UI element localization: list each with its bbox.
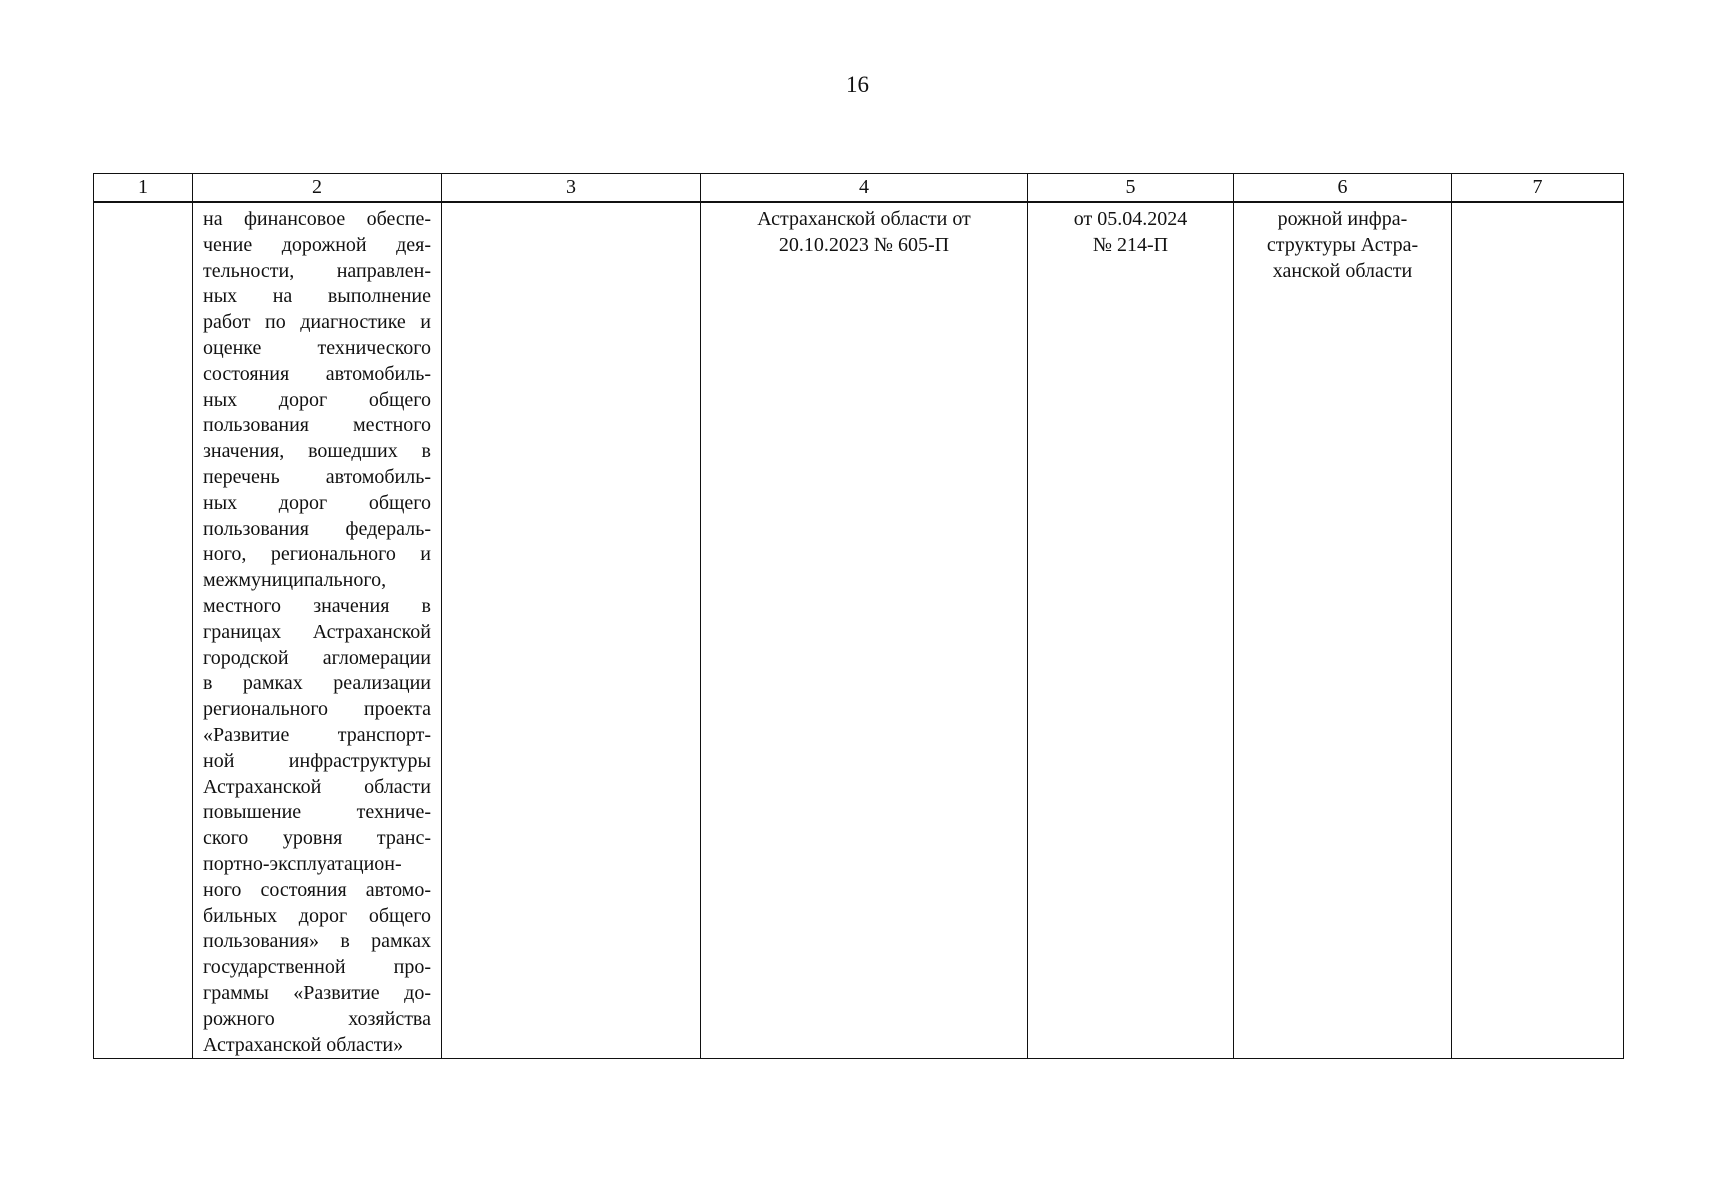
- text-line: значения, вошедших в: [203, 440, 431, 463]
- text-line: ных на выполнение: [203, 285, 431, 308]
- text-line: портно-эксплуатацион-: [203, 852, 402, 875]
- text-line: Астраханской области: [203, 775, 431, 798]
- column-header-3: 3: [442, 174, 701, 203]
- text-line: Астраханской области»: [203, 1033, 404, 1056]
- text-line: рожного хозяйства: [203, 1007, 431, 1030]
- text-line: ной инфраструктуры: [203, 749, 431, 772]
- cell-col-3: [442, 202, 701, 1059]
- text-line: на финансовое обеспе-: [203, 208, 431, 230]
- text-line: границах Астраханской: [203, 620, 431, 643]
- column-header-1: 1: [94, 174, 193, 203]
- event-description: [193, 203, 441, 1058]
- text-line: работ по диагностике и: [203, 311, 431, 334]
- text-line: местного значения в: [203, 594, 431, 617]
- cell-col-2: [193, 202, 442, 1059]
- text-line: государственной про-: [203, 956, 431, 979]
- cell-col-1: [94, 202, 193, 1059]
- text-line: в рамках реализации: [203, 672, 431, 695]
- text-line: пользования» в рамках: [203, 930, 431, 953]
- cell-col-5: [1028, 202, 1234, 1059]
- text-line: ханской области: [1272, 259, 1413, 282]
- text-line: «Развитие транспорт-: [203, 723, 431, 746]
- text-line: рожной инфра-: [1277, 208, 1408, 230]
- text-line: ного, регионального и: [203, 543, 431, 566]
- column-header-7: 7: [1452, 174, 1624, 203]
- text-line: оценке технического: [203, 336, 431, 359]
- table-row: [94, 202, 1624, 1059]
- text-line: ского уровня транс-: [203, 827, 431, 850]
- column-header-6: 6: [1234, 174, 1452, 203]
- cell-col-7: [1452, 202, 1624, 1059]
- text-line: ных дорог общего: [203, 491, 431, 514]
- text-line: тельности, направлен-: [203, 259, 431, 282]
- text-line: структуры Астра-: [1266, 233, 1419, 256]
- text-line: граммы «Развитие до-: [203, 981, 431, 1004]
- document-table: [93, 173, 1624, 1059]
- text-line: пользования местного: [203, 414, 431, 437]
- text-line: состояния автомобиль-: [203, 362, 431, 385]
- cell-col-4: [701, 202, 1028, 1059]
- project-name: [1234, 203, 1451, 284]
- text-line: от 05.04.2024: [1073, 208, 1188, 230]
- text-line: регионального проекта: [203, 698, 431, 721]
- text-line: ных дорог общего: [203, 388, 431, 411]
- page-number: 16: [846, 72, 869, 97]
- resolution-date-number: [1028, 203, 1233, 259]
- text-line: чение дорожной дея-: [203, 233, 431, 256]
- table-header-row: [94, 174, 1624, 203]
- cell-col-6: [1234, 202, 1452, 1059]
- text-line: перечень автомобиль-: [203, 465, 431, 488]
- text-line: бильных дорог общего: [203, 904, 431, 927]
- resolution-reference: [701, 203, 1027, 259]
- text-line: городской агломерации: [203, 646, 431, 669]
- text-line: межмуниципального,: [203, 569, 387, 592]
- text-line: пользования федераль-: [203, 517, 431, 540]
- text-line: ного состояния автомо-: [203, 878, 431, 901]
- column-header-2: 2: [193, 174, 442, 203]
- text-line: 20.10.2023 № 605-П: [778, 233, 950, 256]
- text-line: повышение техниче-: [203, 801, 431, 824]
- text-line: Астраханской области от: [757, 208, 971, 230]
- column-header-4: 4: [701, 174, 1028, 203]
- column-header-5: 5: [1028, 174, 1234, 203]
- text-line: № 214-П: [1092, 233, 1169, 256]
